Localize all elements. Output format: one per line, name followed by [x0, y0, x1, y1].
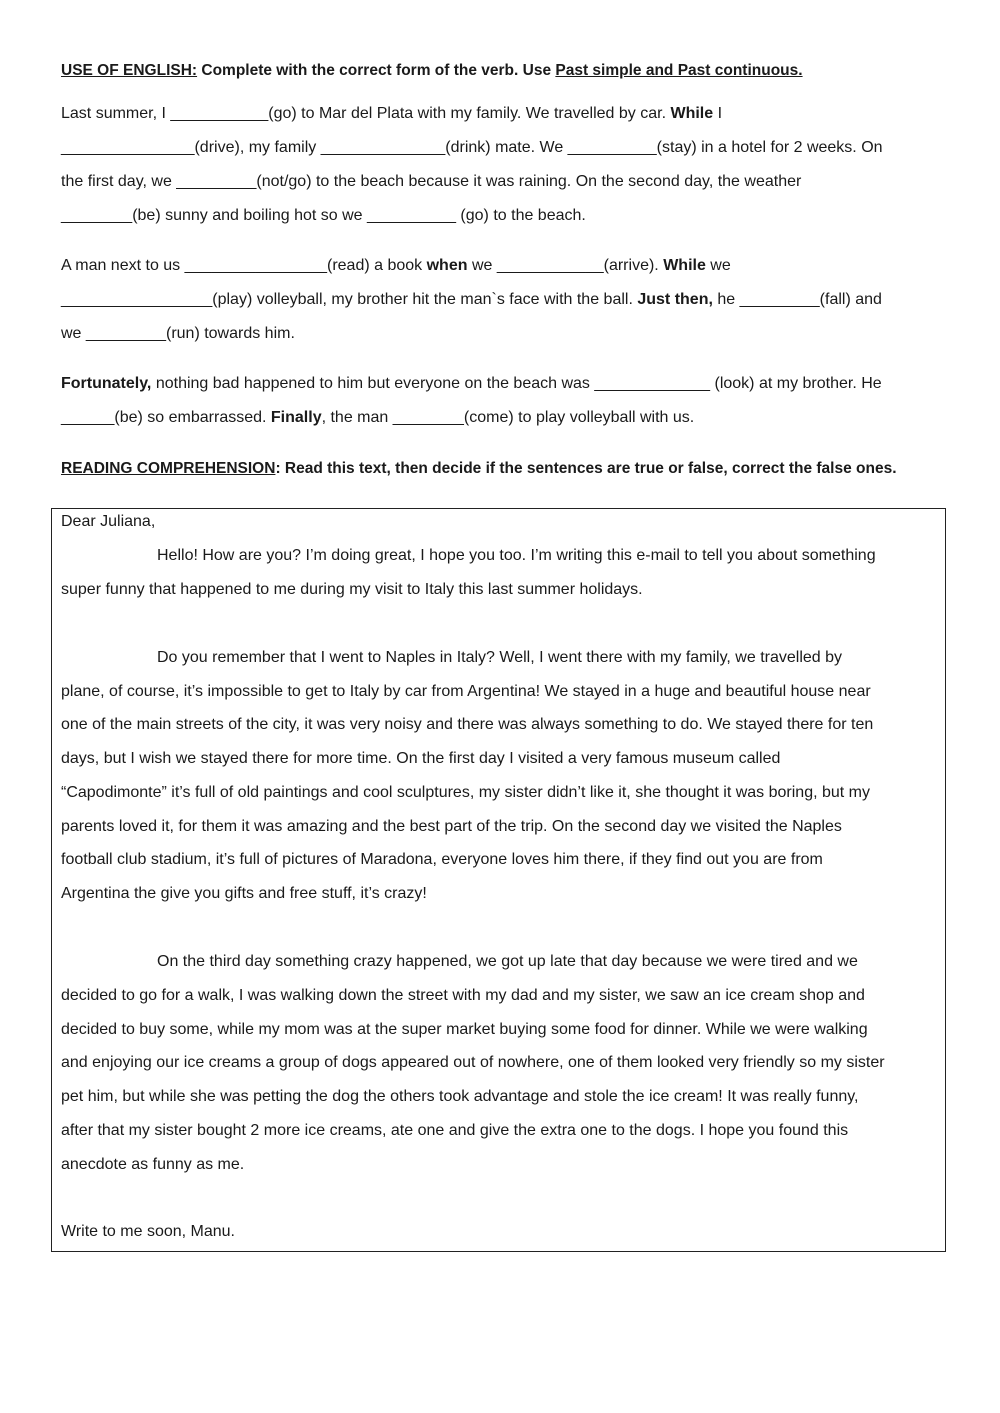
keyword: Finally	[270, 409, 322, 426]
letter-line: decided to buy some, while my mom was at the super market buying some food for dinner. While we were walking	[61, 1021, 868, 1038]
line-text: I	[713, 105, 723, 122]
reading-comprehension-heading	[61, 460, 941, 478]
keyword: While	[670, 105, 714, 122]
letter-line: one of the main streets of the city, it was very noisy and there was always something to do. We stayed there for ten	[61, 716, 874, 733]
exercise-line	[61, 283, 941, 317]
exercise-line	[61, 367, 941, 401]
use-of-english-heading	[61, 62, 941, 80]
letter-line: pet him, but while she was petting the dog the others took advantage and stole the ice cream! It was really funny,	[61, 1088, 859, 1105]
letter-line: Hello! How are you? I’m doing great, I hope you too. I’m writing this e-mail to tell you about something	[157, 547, 876, 564]
line-text: , the man ________(come) to play volleyball with us.	[321, 409, 695, 426]
letter-line: On the third day something crazy happened, we got up late that day because we were tired and we	[157, 953, 858, 970]
line-text: ________(be) sunny and boiling hot so we __________ (go) to the beach.	[61, 207, 586, 224]
letter-line: Argentina the give you gifts and free stuff, it’s crazy!	[61, 885, 427, 902]
letter-line: super funny that happened to me during my visit to Italy this last summer holidays.	[61, 581, 643, 598]
tenses-label: Past simple and Past continuous.	[555, 62, 803, 79]
keyword: when	[426, 257, 468, 274]
line-text: ______(be) so embarrassed.	[61, 409, 271, 426]
letter-line: anecdote as funny as me.	[61, 1156, 245, 1173]
letter-closing: Write to me soon, Manu.	[61, 1223, 235, 1240]
letter-line: and enjoying our ice creams a group of dogs appeared out of nowhere, one of them looked very friendly so my sister	[61, 1054, 885, 1071]
exercise-paragraph-2	[61, 249, 941, 351]
line-text: we	[705, 257, 731, 274]
keyword: While	[663, 257, 706, 274]
letter-greeting: Dear Juliana,	[61, 513, 156, 530]
reading-instruction: : Read this text, then decide if the sentences are true or false, correct the false ones.	[275, 460, 897, 477]
exercise-line	[61, 401, 941, 435]
exercise-line	[61, 97, 941, 131]
letter-line: “Capodimonte” it’s full of old paintings and cool sculptures, my sister didn’t like it, she thought it was boring, but my	[61, 784, 870, 801]
letter-line: football club stadium, it’s full of pictures of Maradona, everyone loves him there, if they find out you are from	[61, 851, 823, 868]
use-of-english-title: USE OF ENGLISH:	[61, 62, 198, 79]
letter-box	[51, 508, 946, 1252]
line-text: Last summer, I ___________(go) to Mar del Plata with my family. We travelled by car.	[61, 105, 671, 122]
exercise-paragraph-3	[61, 367, 941, 435]
exercise-line	[61, 165, 941, 199]
reading-title: READING COMPREHENSION	[61, 460, 276, 477]
letter-line: days, but I wish we stayed there for more time. On the first day I visited a very famous museum called	[61, 750, 781, 767]
exercise-paragraph-1	[61, 97, 941, 233]
line-text: nothing bad happened to him but everyone on the beach was _____________ (look) at my brother. He	[151, 375, 882, 392]
letter-line: plane, of course, it’s impossible to get to Italy by car from Argentina! We stayed in a huge and beautiful house near	[61, 683, 871, 700]
line-text: we _________(run) towards him.	[61, 325, 295, 342]
line-text: A man next to us ________________(read) a book	[61, 257, 427, 274]
line-text: _________________(play) volleyball, my brother hit the man`s face with the ball.	[61, 291, 638, 308]
exercise-line	[61, 131, 941, 165]
line-text: we ____________(arrive).	[467, 257, 664, 274]
keyword: Just then,	[637, 291, 713, 308]
line-text: the first day, we _________(not/go) to the beach because it was raining. On the second day, the weather	[61, 173, 802, 190]
exercise-line	[61, 249, 941, 283]
keyword: Fortunately,	[61, 375, 152, 392]
letter-line: parents loved it, for them it was amazing and the best part of the trip. On the second day we visited the Naples	[61, 818, 842, 835]
line-text: he _________(fall) and	[712, 291, 882, 308]
letter-line: decided to go for a walk, I was walking down the street with my dad and my sister, we saw an ice cream shop and	[61, 987, 865, 1004]
letter-line: Do you remember that I went to Naples in Italy? Well, I went there with my family, we travelled by	[157, 649, 843, 666]
exercise-line	[61, 317, 941, 351]
use-of-english-instruction: Complete with the correct form of the verb. Use	[197, 62, 556, 79]
exercise-line	[61, 199, 941, 233]
line-text: _______________(drive), my family ______________(drink) mate. We __________(stay) in a hotel for 2 weeks. On	[61, 139, 883, 156]
letter-line: after that my sister bought 2 more ice creams, ate one and give the extra one to the dogs. I hope you found this	[61, 1122, 849, 1139]
